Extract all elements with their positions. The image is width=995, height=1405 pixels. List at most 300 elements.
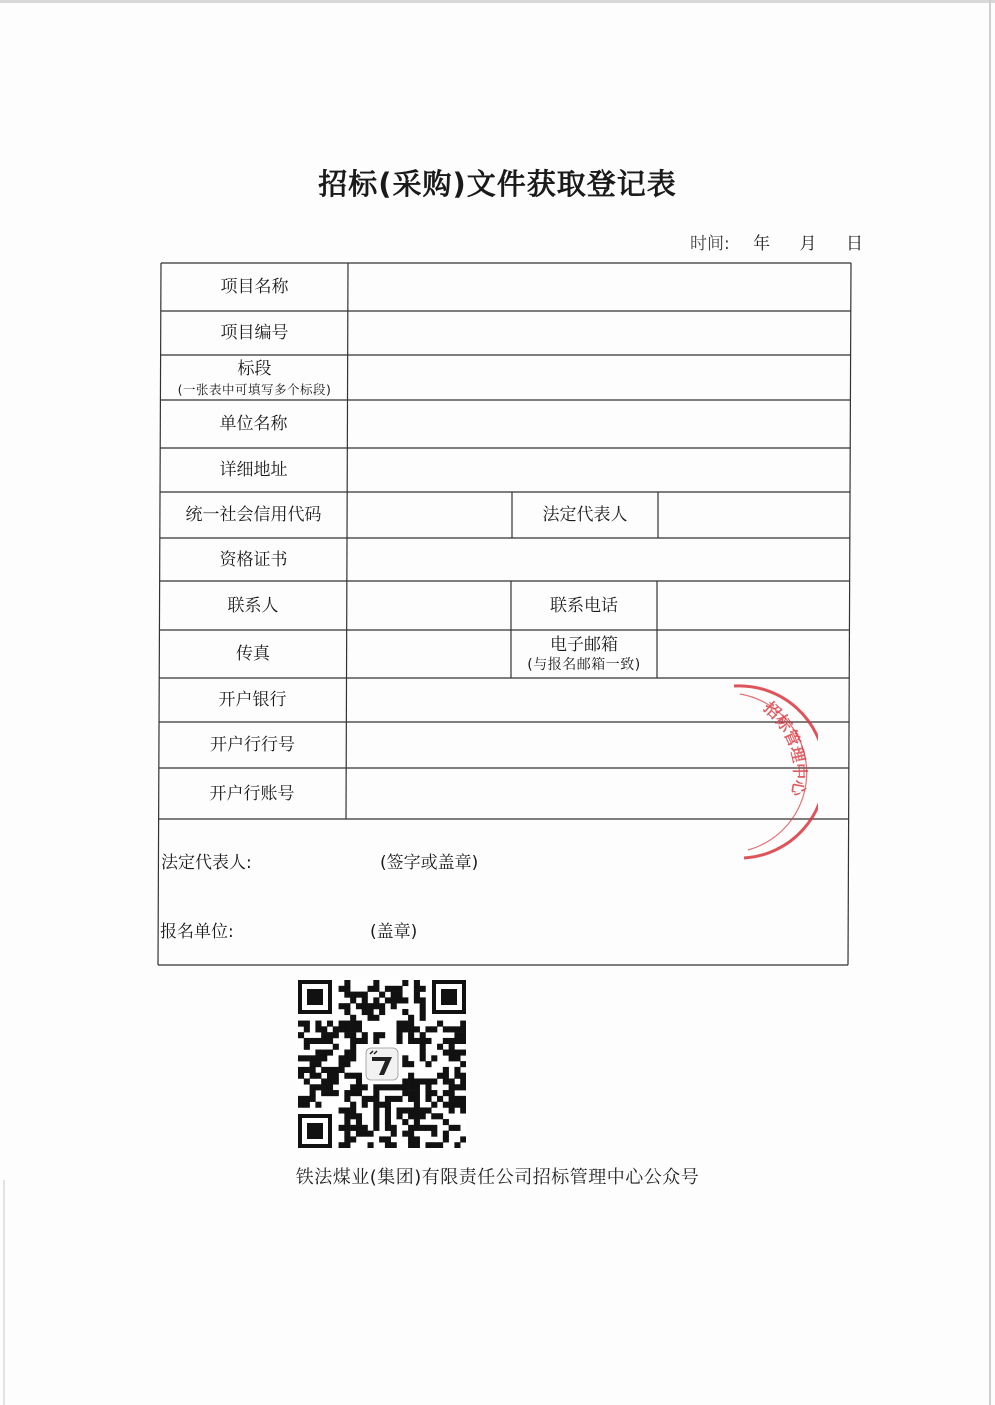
qr-module [396, 997, 402, 1003]
qr-module [408, 1078, 414, 1084]
qr-module [449, 1050, 455, 1056]
qr-module [425, 1038, 431, 1044]
qr-module [356, 1113, 362, 1119]
qr-module [425, 1061, 431, 1067]
qr-module [420, 1003, 426, 1009]
label-bank-account: 开户行账号 [209, 783, 295, 804]
qr-module [391, 1096, 397, 1102]
qr-module [414, 1078, 420, 1084]
sig-legal-rep-label: 法定代表人: [161, 853, 252, 873]
qr-module [391, 1131, 397, 1137]
qr-module [356, 1021, 362, 1027]
qr-module [385, 1113, 391, 1119]
qr-module [408, 1142, 414, 1148]
qr-module [350, 1136, 356, 1142]
qr-module [420, 1078, 426, 1084]
qr-module [356, 1084, 362, 1090]
qr-module [454, 1073, 460, 1079]
qr-module [304, 1038, 310, 1044]
qr-module [408, 1131, 414, 1137]
qr-module [460, 1021, 466, 1027]
qr-module [368, 1009, 374, 1015]
qr-module [460, 1136, 466, 1142]
qr-module [350, 1044, 356, 1050]
qr-module [402, 980, 408, 986]
qr-module [402, 997, 408, 1003]
qr-module [368, 986, 374, 992]
qr-module [315, 1061, 321, 1067]
qr-module [373, 1107, 379, 1113]
qr-module [321, 1026, 327, 1032]
qr-module [339, 1003, 345, 1009]
qr-module [379, 1032, 385, 1038]
qr-module [356, 992, 362, 998]
qr-module [420, 1044, 426, 1050]
qr-code [298, 980, 466, 1148]
field-address[interactable] [348, 449, 849, 492]
qr-module [454, 1102, 460, 1108]
qr-module [396, 986, 402, 992]
qr-module [373, 1090, 379, 1096]
qr-module [310, 1067, 316, 1073]
qr-module [315, 1102, 321, 1108]
qr-module [385, 997, 391, 1003]
qr-module [391, 1125, 397, 1131]
qr-module [449, 1084, 455, 1090]
qr-module [408, 1084, 414, 1090]
qr-module [327, 1021, 333, 1027]
qr-module [414, 1107, 420, 1113]
qr-module [379, 1084, 385, 1090]
qr-module [460, 1102, 466, 1108]
qr-module [315, 1021, 321, 1027]
qr-module [449, 1078, 455, 1084]
qr-module [350, 1038, 356, 1044]
qr-module [373, 1084, 379, 1090]
qr-module [454, 1026, 460, 1032]
qr-module [414, 1096, 420, 1102]
sig-unit-label: 报名单位: [160, 922, 234, 942]
qr-module [321, 1050, 327, 1056]
label-email-note: (与报名邮箱一致) [527, 657, 641, 674]
field-project-name[interactable] [349, 264, 850, 311]
qr-module [402, 1021, 408, 1027]
qr-module [396, 1107, 402, 1113]
qr-module [379, 992, 385, 998]
qr-module [431, 1055, 437, 1061]
qr-module [385, 1142, 391, 1148]
qr-module [373, 1096, 379, 1102]
field-contact-person[interactable] [348, 582, 510, 630]
qr-module [449, 1038, 455, 1044]
qr-module [402, 1107, 408, 1113]
qr-module [373, 997, 379, 1003]
qr-module [356, 1003, 362, 1009]
qr-module [420, 986, 426, 992]
qr-module [379, 1003, 385, 1009]
qr-module [425, 1107, 431, 1113]
qr-module [304, 1044, 310, 1050]
qr-module [362, 1096, 368, 1102]
qr-module [356, 1131, 362, 1137]
qr-module [379, 1009, 385, 1015]
qr-module [443, 1038, 449, 1044]
qr-module [414, 992, 420, 998]
qr-module [420, 1107, 426, 1113]
qr-module [304, 1102, 310, 1108]
qr-module [408, 1021, 414, 1027]
qr-module [344, 1096, 350, 1102]
qr-module [402, 1061, 408, 1067]
qr-module [310, 1038, 316, 1044]
qr-module [304, 1096, 310, 1102]
qr-module [420, 1032, 426, 1038]
qr-module [373, 1038, 379, 1044]
label-lot-block [162, 356, 347, 400]
qr-module [414, 1142, 420, 1148]
sig-unit-hint: (盖章) [370, 922, 418, 942]
qr-module [414, 997, 420, 1003]
qr-module [443, 1067, 449, 1073]
qr-module [333, 1090, 339, 1096]
field-email[interactable] [658, 631, 848, 678]
qr-module [344, 1107, 350, 1113]
qr-module [350, 1090, 356, 1096]
qr-module [321, 1084, 327, 1090]
qr-module [298, 1021, 304, 1027]
label-bank-code: 开户行行号 [210, 735, 295, 756]
label-address: 详细地址 [219, 460, 288, 481]
qr-module [460, 1061, 466, 1067]
qr-module [414, 986, 420, 992]
qr-module [368, 1003, 374, 1009]
date-year: 年 [753, 234, 771, 254]
qr-module [373, 1032, 379, 1038]
qr-module [356, 1078, 362, 1084]
qr-module [344, 1061, 350, 1067]
qr-module [460, 1096, 466, 1102]
qr-module [339, 1125, 345, 1131]
qr-module [350, 1113, 356, 1119]
qr-module [408, 1136, 414, 1142]
qr-module [408, 1125, 414, 1131]
qr-module [350, 1032, 356, 1038]
qr-module [408, 1015, 414, 1021]
qr-module [414, 1113, 420, 1119]
qr-module [373, 1125, 379, 1131]
qr-module [327, 1090, 333, 1096]
qr-module [327, 1038, 333, 1044]
qr-module [373, 980, 379, 986]
qr-module [408, 1090, 414, 1096]
qr-module [425, 1084, 431, 1090]
qr-module [344, 1026, 350, 1032]
qr-module [396, 992, 402, 998]
qr-module [321, 1032, 327, 1038]
qr-module [460, 1073, 466, 1079]
qr-module [298, 1096, 304, 1102]
qr-module [414, 1090, 420, 1096]
qr-module [460, 1078, 466, 1084]
qr-module [443, 1090, 449, 1096]
qr-module [315, 1055, 321, 1061]
qr-module [339, 986, 345, 992]
qr-module [443, 1026, 449, 1032]
qr-module [298, 1055, 304, 1061]
qr-module [420, 1113, 426, 1119]
qr-module [350, 997, 356, 1003]
qr-module [437, 1044, 443, 1050]
label-project-name: 项目名称 [220, 277, 289, 298]
field-qualification[interactable] [348, 539, 849, 581]
qr-module [327, 1050, 333, 1056]
qr-module [373, 986, 379, 992]
qr-module [344, 1055, 350, 1061]
qr-module [425, 1096, 431, 1102]
qr-center-logo [362, 1044, 402, 1084]
qr-module [344, 1131, 350, 1137]
label-company-name: 单位名称 [219, 414, 288, 435]
qr-module [356, 1038, 362, 1044]
qr-module [437, 1073, 443, 1079]
date-label: 时间: [690, 234, 730, 254]
stamp-text: 招标管理中心 [759, 697, 810, 798]
qr-module [362, 997, 368, 1003]
qr-module [327, 1073, 333, 1079]
qr-module [437, 1021, 443, 1027]
qr-module [402, 1055, 408, 1061]
qr-module [396, 1021, 402, 1027]
qr-module [333, 1073, 339, 1079]
qr-module [356, 1073, 362, 1079]
qr-module [362, 1003, 368, 1009]
qr-module [454, 1096, 460, 1102]
qr-module [333, 1044, 339, 1050]
qr-module [449, 1125, 455, 1131]
qr-module [344, 1073, 350, 1079]
label-legal-rep: 法定代表人 [542, 505, 628, 526]
qr-module [344, 1021, 350, 1027]
qr-module [449, 1026, 455, 1032]
label-qualification: 资格证书 [219, 549, 288, 570]
qr-module [321, 1078, 327, 1084]
qr-module [402, 1119, 408, 1125]
qr-module [425, 1142, 431, 1148]
qr-module [333, 1067, 339, 1073]
qr-module [310, 1096, 316, 1102]
label-email-block [512, 631, 656, 678]
field-fax[interactable] [348, 631, 510, 678]
qr-module [304, 1021, 310, 1027]
qr-module [420, 1015, 426, 1021]
qr-module [402, 1009, 408, 1015]
label-lot-note: (一张表中可填写多个标段) [177, 381, 332, 397]
qr-module [333, 1032, 339, 1038]
qr-module [414, 1119, 420, 1125]
qr-module [414, 1125, 420, 1131]
qr-module [443, 1073, 449, 1079]
qr-module [437, 1142, 443, 1148]
qr-module [344, 980, 350, 986]
qr-module [379, 1102, 385, 1108]
qr-module [344, 1136, 350, 1142]
qr-module [310, 1084, 316, 1090]
qr-module [408, 1038, 414, 1044]
qr-module [350, 1084, 356, 1090]
qr-module [391, 992, 397, 998]
qr-module [310, 1061, 316, 1067]
qr-module [437, 1096, 443, 1102]
qr-module [449, 1096, 455, 1102]
qr-module [373, 1015, 379, 1021]
field-contact-phone[interactable] [658, 582, 848, 630]
qr-module [344, 1009, 350, 1015]
qr-module [460, 1026, 466, 1032]
qr-module [344, 1125, 350, 1131]
qr-module [350, 1125, 356, 1131]
qr-module [350, 992, 356, 998]
qr-module [356, 1026, 362, 1032]
qr-module [420, 997, 426, 1003]
qr-module [304, 1026, 310, 1032]
qr-module [339, 1021, 345, 1027]
qr-module [339, 1026, 345, 1032]
qr-module [420, 1009, 426, 1015]
qr-module [431, 1142, 437, 1148]
qr-module [420, 1055, 426, 1061]
qr-module [339, 1061, 345, 1067]
qr-module [356, 1119, 362, 1125]
qr-module [391, 986, 397, 992]
qr-module [350, 1015, 356, 1021]
field-lot[interactable] [349, 356, 850, 400]
qr-module [396, 1032, 402, 1038]
qr-module [362, 1125, 368, 1131]
sig-legal-rep-hint: (签字或盖章) [380, 853, 479, 873]
label-credit-code: 统一社会信用代码 [185, 505, 322, 526]
qr-module [310, 1090, 316, 1096]
qr-module [408, 1061, 414, 1067]
qr-module [373, 1102, 379, 1108]
qr-module [402, 1084, 408, 1090]
qr-module [362, 1102, 368, 1108]
label-email: 电子邮箱 [550, 634, 618, 655]
qr-module [385, 1125, 391, 1131]
field-project-number[interactable] [349, 312, 850, 355]
qr-module [321, 1067, 327, 1073]
qr-module [396, 1113, 402, 1119]
qr-module [350, 1107, 356, 1113]
qr-module [402, 1078, 408, 1084]
qr-module [350, 1026, 356, 1032]
qr-module [396, 1084, 402, 1090]
qr-module [391, 1084, 397, 1090]
field-company-name[interactable] [348, 401, 849, 448]
qr-module [373, 1113, 379, 1119]
qr-module [344, 986, 350, 992]
qr-module [373, 1119, 379, 1125]
qr-module [443, 1050, 449, 1056]
label-fax: 传真 [236, 644, 270, 665]
qr-module [425, 1090, 431, 1096]
qr-module [402, 1131, 408, 1137]
qr-module [362, 1084, 368, 1090]
label-project-number: 项目编号 [220, 323, 289, 344]
qr-module [454, 1142, 460, 1148]
qr-module [368, 1142, 374, 1148]
qr-module [339, 1055, 345, 1061]
qr-module [344, 1119, 350, 1125]
qr-module [379, 1136, 385, 1142]
qr-module [368, 1131, 374, 1137]
qr-module [310, 1073, 316, 1079]
label-bank: 开户银行 [218, 690, 287, 711]
qr-module [362, 992, 368, 998]
qr-module [350, 1102, 356, 1108]
qr-module [333, 1026, 339, 1032]
qr-module [454, 1084, 460, 1090]
qr-module [402, 1090, 408, 1096]
qr-module [431, 1125, 437, 1131]
qr-module [454, 1032, 460, 1038]
qr-module [454, 1125, 460, 1131]
qr-module [327, 1032, 333, 1038]
qr-module [431, 1102, 437, 1108]
qr-module [339, 1107, 345, 1113]
qr-module [408, 1032, 414, 1038]
qr-module [425, 1026, 431, 1032]
field-credit-code[interactable] [348, 493, 511, 538]
qr-module [327, 1067, 333, 1073]
qr-module [408, 1026, 414, 1032]
qr-module [321, 1038, 327, 1044]
qr-module [362, 1131, 368, 1137]
qr-module [449, 1055, 455, 1061]
label-lot: 标段 [237, 359, 272, 380]
qr-module [385, 1102, 391, 1108]
qr-module [304, 1055, 310, 1061]
qr-module [356, 1125, 362, 1131]
qr-module [420, 1038, 426, 1044]
qr-module [339, 1142, 345, 1148]
qr-module [304, 1067, 310, 1073]
qr-module [420, 1050, 426, 1056]
qr-module [454, 1067, 460, 1073]
qr-module [298, 1073, 304, 1079]
qr-module [414, 1026, 420, 1032]
qr-module [315, 1084, 321, 1090]
qr-module [443, 1119, 449, 1125]
qr-module [385, 1107, 391, 1113]
qr-module [408, 1096, 414, 1102]
qr-module [350, 1050, 356, 1056]
red-seal-stamp [728, 682, 818, 862]
label-contact-phone: 联系电话 [550, 595, 618, 616]
qr-module [408, 1107, 414, 1113]
qr-module [385, 1136, 391, 1142]
qr-module [321, 1090, 327, 1096]
qr-module [304, 1078, 310, 1084]
field-legal-rep[interactable] [659, 493, 849, 538]
qr-module [385, 1084, 391, 1090]
qr-module [449, 1044, 455, 1050]
qr-module [460, 1032, 466, 1038]
qr-module [408, 1113, 414, 1119]
qr-module [454, 1038, 460, 1044]
qr-module [298, 1067, 304, 1073]
qr-module [449, 1107, 455, 1113]
qr-module [460, 1107, 466, 1113]
